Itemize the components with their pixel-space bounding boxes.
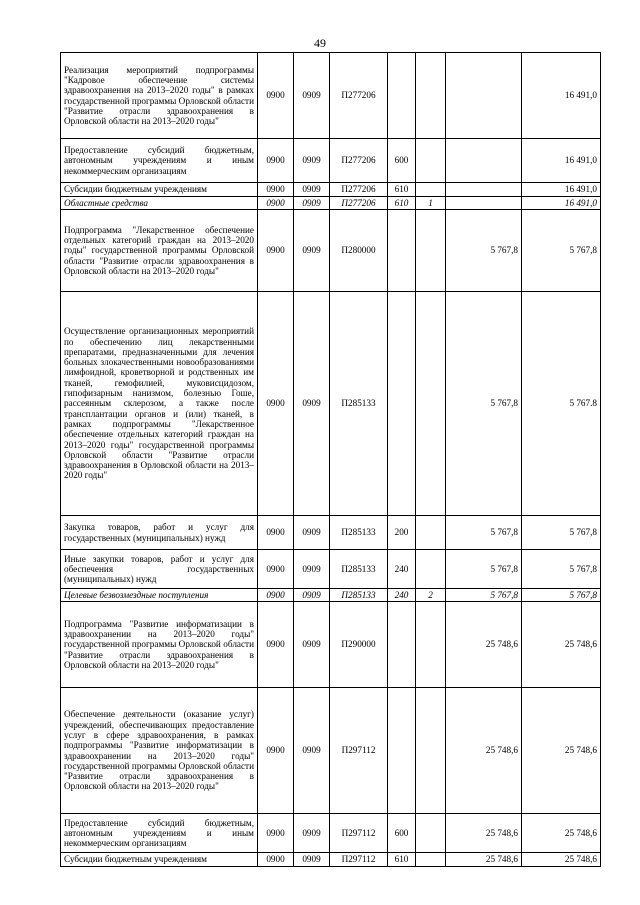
cell-funding-source <box>416 139 446 183</box>
table-row <box>61 814 601 853</box>
cell-subsection: 0909 <box>294 183 330 197</box>
cell-subsection: 0909 <box>294 853 330 867</box>
cell-amount-2: 16 491,0 <box>522 183 601 197</box>
cell-amount-2: 16 491,0 <box>522 139 601 183</box>
cell-funding-source <box>416 516 446 550</box>
cell-name: Субсидии бюджетным учреждениям <box>61 853 258 867</box>
cell-name: Предоставление субсидий бюджетным, автономным учреждениям и иным некоммерческим организациям <box>61 814 258 853</box>
cell-section: 0900 <box>258 53 294 139</box>
cell-amount-2: 16 491,0 <box>522 197 601 210</box>
cell-amount-1 <box>446 139 522 183</box>
cell-amount-2: 5 767,8 <box>522 210 601 292</box>
cell-subsection: 0909 <box>294 550 330 589</box>
cell-amount-2: 5 767,8 <box>522 589 601 602</box>
cell-target-article: П277206 <box>330 139 388 183</box>
cell-expense-type: 200 <box>388 516 416 550</box>
cell-target-article: П290000 <box>330 602 388 688</box>
cell-funding-source <box>416 602 446 688</box>
cell-expense-type <box>388 292 416 516</box>
cell-section: 0900 <box>258 139 294 183</box>
cell-amount-1: 25 748,6 <box>446 602 522 688</box>
cell-name: Обеспечение деятельности (оказание услуг) учреждений, обеспечивающих предоставление услуг в сфере здравоохранения, в рамках подпрограммы "Развитие информатизации в здравоохранении на 2013–2020 годы" государственной программы Орловской области "Развитие отрасли здравоохранения в Орловской области на 2013–2020 годы" <box>61 688 258 814</box>
cell-name: Реализация мероприятий подпрограммы "Кадровое обеспечение системы здравоохранения на 2013–2020 годы" в рамках государственной программы Орловской области "Развитие отрасли здравоохранения в Орловской области на 2013–2020 годы" <box>61 53 258 139</box>
cell-funding-source <box>416 210 446 292</box>
cell-section: 0900 <box>258 814 294 853</box>
cell-target-article: П285133 <box>330 292 388 516</box>
page-number: 49 <box>314 36 326 50</box>
cell-target-article: П280000 <box>330 210 388 292</box>
cell-subsection: 0909 <box>294 516 330 550</box>
table-row <box>61 197 601 210</box>
cell-amount-2: 25 748,6 <box>522 814 601 853</box>
cell-section: 0900 <box>258 550 294 589</box>
table-row <box>61 516 601 550</box>
cell-amount-1: 5 767,8 <box>446 589 522 602</box>
cell-funding-source <box>416 688 446 814</box>
cell-amount-1: 5 767,8 <box>446 550 522 589</box>
cell-target-article: П297112 <box>330 814 388 853</box>
cell-section: 0900 <box>258 183 294 197</box>
cell-amount-2: 25 748,6 <box>522 602 601 688</box>
table-row <box>61 292 601 516</box>
cell-amount-2: 25 748,6 <box>522 853 601 867</box>
cell-section: 0900 <box>258 197 294 210</box>
cell-section: 0900 <box>258 688 294 814</box>
cell-target-article: П277206 <box>330 197 388 210</box>
cell-expense-type: 610 <box>388 197 416 210</box>
cell-amount-1: 25 748,6 <box>446 853 522 867</box>
cell-funding-source <box>416 853 446 867</box>
cell-target-article: П285133 <box>330 550 388 589</box>
cell-name: Осуществление организационных мероприятий по обеспечению лиц лекарственными препаратами, предназначенными для лечения больных злокачественными новообразованиями лимфоидной, кроветворной и родственных им тканей, гемофилией, муковисцидозом, гипофизарным нанизмом, болезнью Гоше, рассеянным склерозом, а также после трансплантации органов и (или) тканей, в рамках подпрограммы "Лекарственное обеспечение отдельных категорий граждан на 2013–2020 годы" государственной программы Орловской области "Развитие отрасли здравоохранения в Орловской области на 2013–2020 годы" <box>61 292 258 516</box>
cell-expense-type: 240 <box>388 589 416 602</box>
cell-name: Областные средства <box>61 197 258 210</box>
table-row <box>61 688 601 814</box>
cell-subsection: 0909 <box>294 210 330 292</box>
cell-subsection: 0909 <box>294 814 330 853</box>
cell-section: 0900 <box>258 292 294 516</box>
cell-name: Предоставление субсидий бюджетным, автономным учреждениям и иным некоммерческим организациям <box>61 139 258 183</box>
cell-name: Закупка товаров, работ и услуг для государственных (муниципальных) нужд <box>61 516 258 550</box>
cell-name: Подпрограмма "Развитие информатизации в здравоохранении на 2013–2020 годы" государственной программы Орловской области "Развитие отрасли здравоохранения в Орловской области на 2013–2020 годы" <box>61 602 258 688</box>
table-row <box>61 210 601 292</box>
cell-funding-source <box>416 550 446 589</box>
cell-expense-type <box>388 53 416 139</box>
cell-expense-type: 610 <box>388 853 416 867</box>
cell-target-article: П277206 <box>330 53 388 139</box>
cell-subsection: 0909 <box>294 688 330 814</box>
cell-subsection: 0909 <box>294 197 330 210</box>
cell-expense-type: 610 <box>388 183 416 197</box>
cell-expense-type <box>388 602 416 688</box>
table-row <box>61 589 601 602</box>
cell-amount-1: 25 748,6 <box>446 688 522 814</box>
cell-amount-1 <box>446 197 522 210</box>
cell-amount-2: 16 491,0 <box>522 53 601 139</box>
cell-amount-2: 5 767,8 <box>522 550 601 589</box>
cell-target-article: П277206 <box>330 183 388 197</box>
cell-section: 0900 <box>258 853 294 867</box>
cell-amount-2: 25 748,6 <box>522 688 601 814</box>
cell-target-article: П285133 <box>330 516 388 550</box>
cell-expense-type <box>388 210 416 292</box>
table-row <box>61 53 601 139</box>
budget-table <box>60 52 601 867</box>
table-row <box>61 602 601 688</box>
table-row <box>61 853 601 867</box>
cell-name: Субсидии бюджетным учреждениям <box>61 183 258 197</box>
cell-amount-2: 5 767,8 <box>522 516 601 550</box>
cell-funding-source: 1 <box>416 197 446 210</box>
cell-name: Подпрограмма "Лекарственное обеспечение отдельных категорий граждан на 2013–2020 годы" государственной программы Орловской области "Развитие отрасли здравоохранения в Орловской области на 2013–2020 годы" <box>61 210 258 292</box>
cell-amount-1 <box>446 53 522 139</box>
cell-section: 0900 <box>258 210 294 292</box>
cell-amount-1: 25 748,6 <box>446 814 522 853</box>
cell-expense-type: 600 <box>388 139 416 183</box>
cell-subsection: 0909 <box>294 139 330 183</box>
cell-amount-1: 5 767,8 <box>446 516 522 550</box>
cell-section: 0900 <box>258 589 294 602</box>
cell-amount-1: 5 767,8 <box>446 210 522 292</box>
cell-expense-type: 600 <box>388 814 416 853</box>
table-row <box>61 139 601 183</box>
table-body <box>61 53 601 867</box>
cell-subsection: 0909 <box>294 53 330 139</box>
cell-subsection: 0909 <box>294 602 330 688</box>
cell-funding-source <box>416 814 446 853</box>
table-row <box>61 550 601 589</box>
cell-subsection: 0909 <box>294 292 330 516</box>
cell-target-article: П285133 <box>330 589 388 602</box>
table-row <box>61 183 601 197</box>
cell-expense-type <box>388 688 416 814</box>
cell-amount-2: 5 767.8 <box>522 292 601 516</box>
cell-target-article: П297112 <box>330 853 388 867</box>
cell-funding-source <box>416 292 446 516</box>
cell-funding-source <box>416 183 446 197</box>
cell-expense-type: 240 <box>388 550 416 589</box>
cell-funding-source <box>416 53 446 139</box>
cell-funding-source: 2 <box>416 589 446 602</box>
cell-target-article: П297112 <box>330 688 388 814</box>
cell-section: 0900 <box>258 602 294 688</box>
cell-name: Иные закупки товаров, работ и услуг для обеспечения государственных (муниципальных) нужд <box>61 550 258 589</box>
cell-amount-1 <box>446 183 522 197</box>
cell-section: 0900 <box>258 516 294 550</box>
cell-subsection: 0909 <box>294 589 330 602</box>
cell-name: Целевые безвозмездные поступления <box>61 589 258 602</box>
cell-amount-1: 5 767,8 <box>446 292 522 516</box>
